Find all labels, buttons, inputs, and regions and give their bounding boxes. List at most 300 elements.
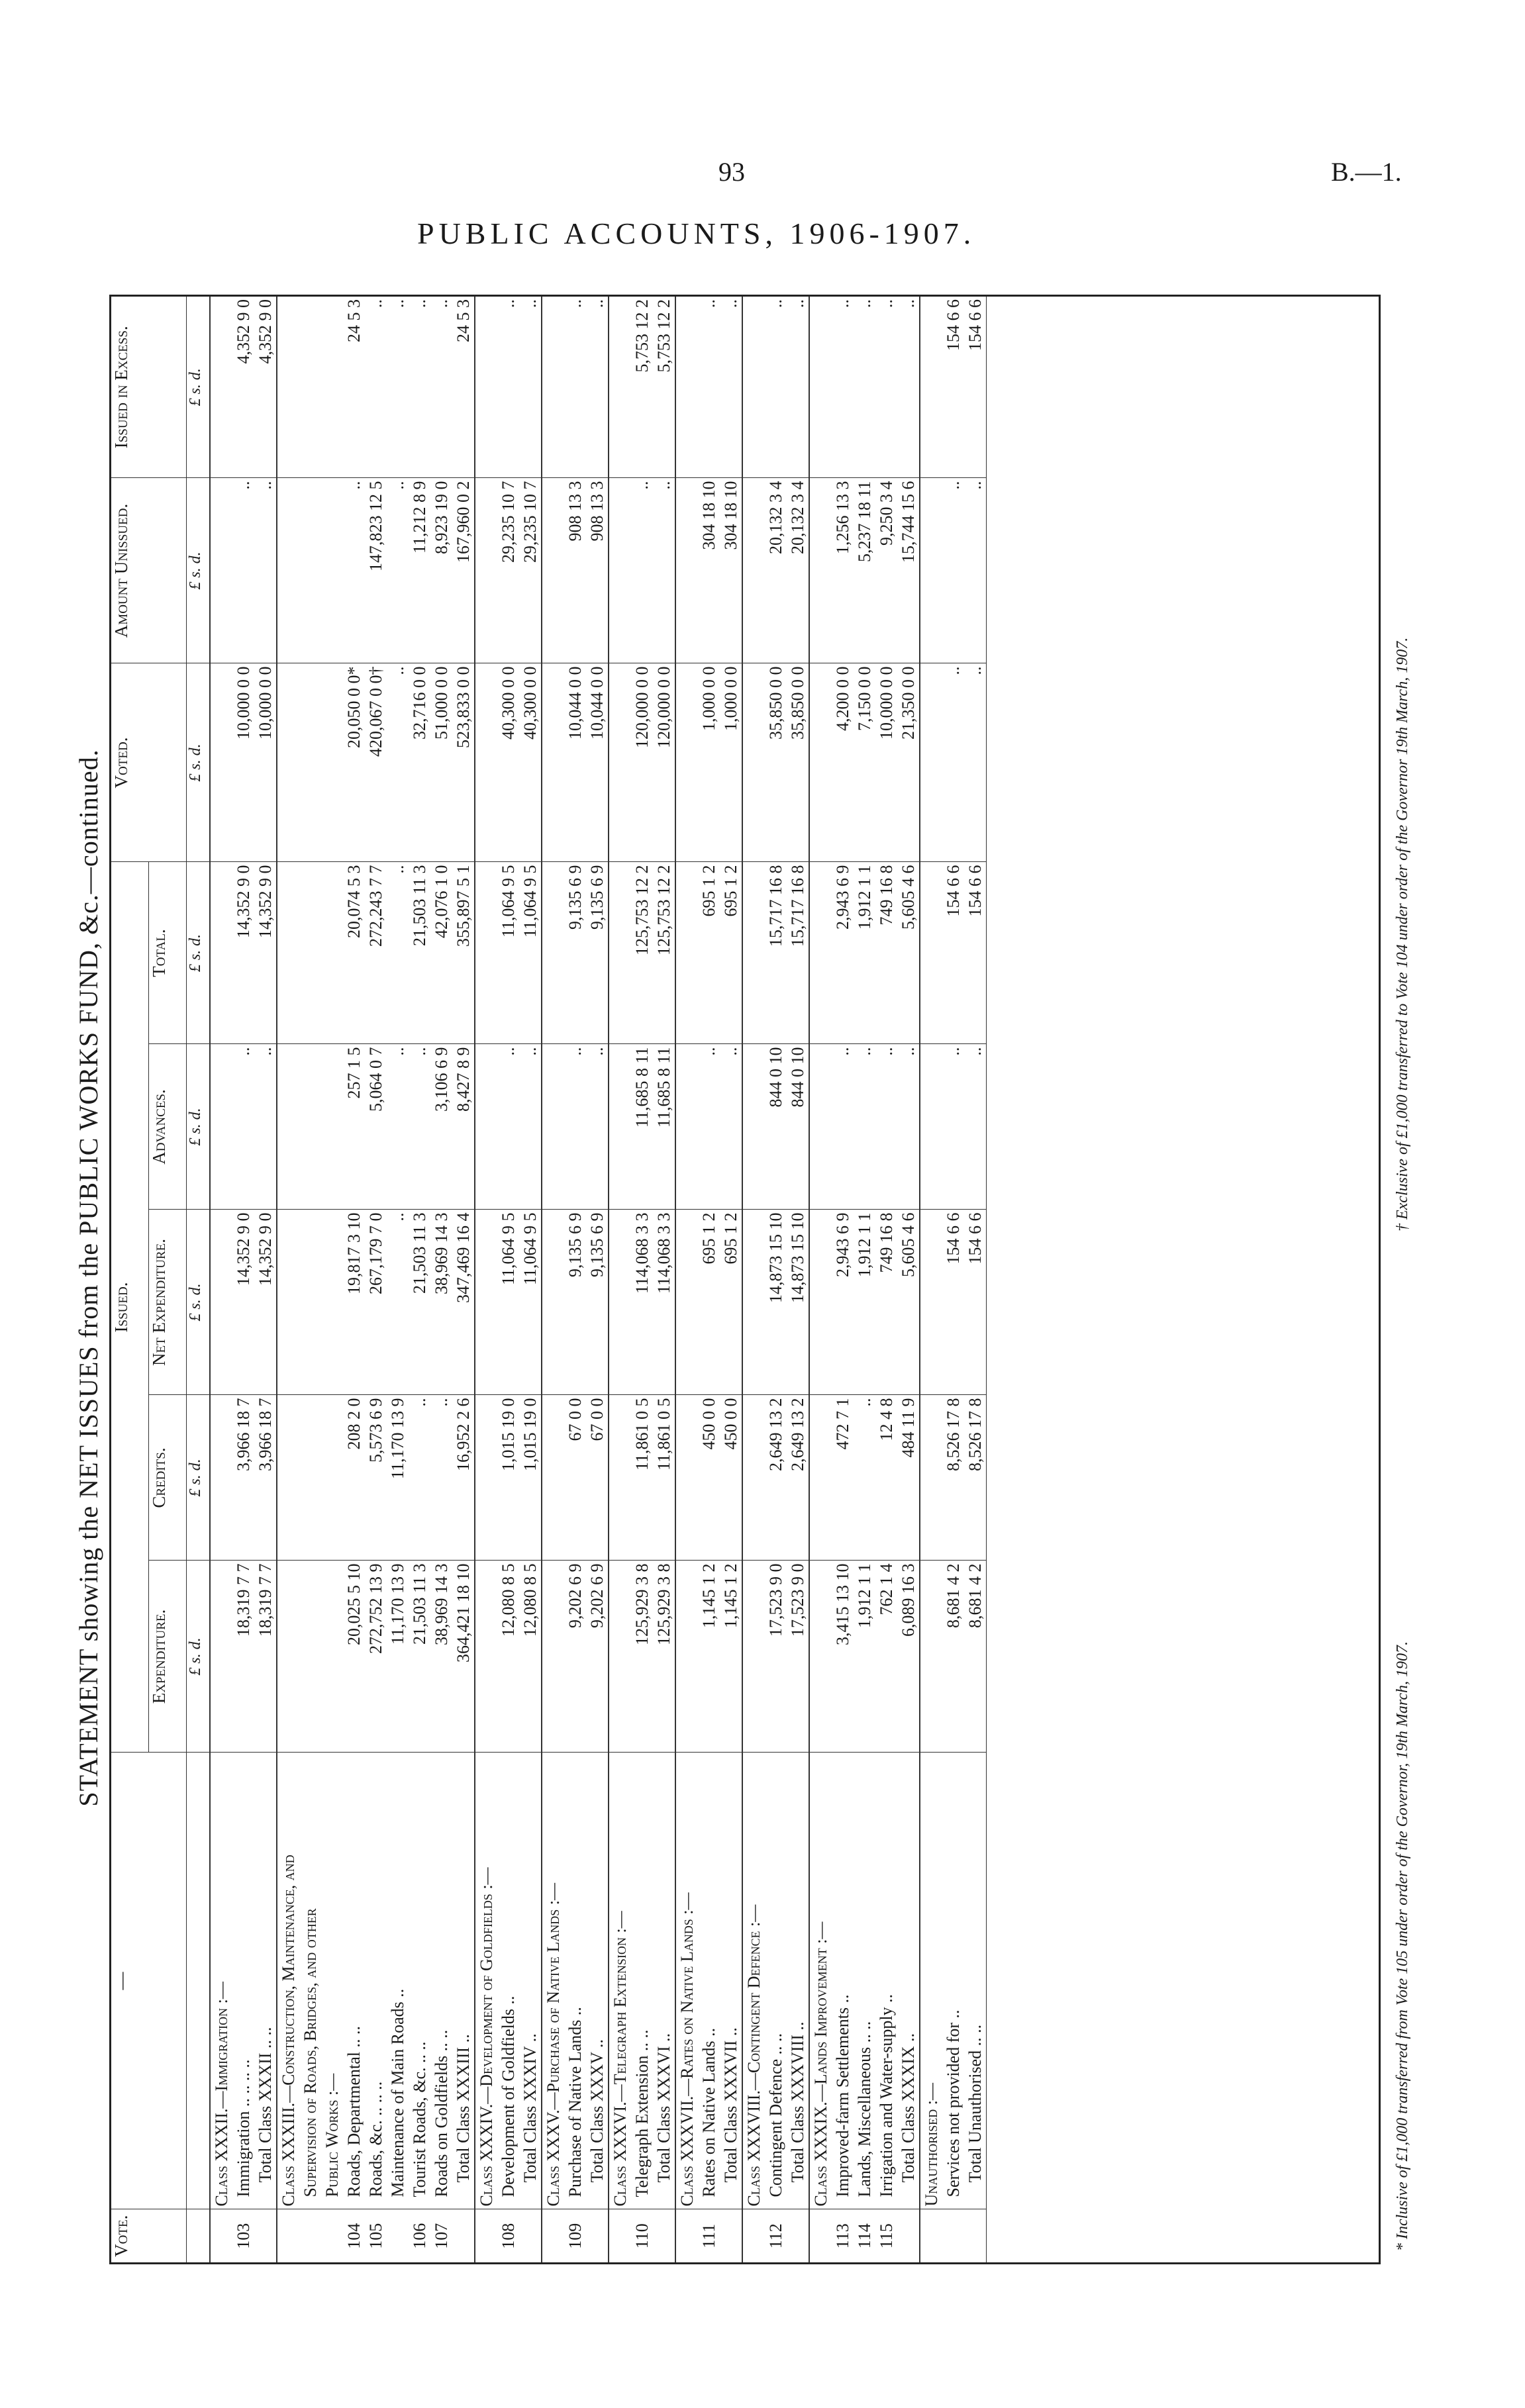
amount-excess: .. xyxy=(564,297,586,478)
amount-unissued xyxy=(542,478,564,663)
vote-header: Vote. xyxy=(111,2209,187,2262)
amount-adv: .. xyxy=(698,1044,720,1210)
amount-excess xyxy=(809,297,832,478)
row-description: Supervision of Roads, Bridges, and other xyxy=(299,1753,321,2209)
amount-unissued: 20,132 3 4 xyxy=(787,478,809,663)
amount-adv xyxy=(299,1044,321,1210)
amount-adv: 11,685 8 11 xyxy=(653,1044,675,1210)
amount-net xyxy=(277,1210,299,1395)
amount-tot xyxy=(920,862,942,1044)
amount-unissued: .. xyxy=(387,478,409,663)
statement-title: STATEMENT showing the NET ISSUES from the PUBLIC WORKS FUND, &c.—continued. xyxy=(74,749,103,1807)
class-heading-row xyxy=(742,297,765,2262)
vote-number xyxy=(609,2209,631,2262)
amount-unissued: 1,256 13 3 xyxy=(832,478,854,663)
amount-unissued: 167,960 0 2 xyxy=(452,478,475,663)
table-row xyxy=(365,297,387,2262)
amount-excess: .. xyxy=(365,297,387,478)
row-description: Unauthorised :— xyxy=(920,1753,942,2209)
amount-unissued: 5,237 18 11 xyxy=(854,478,875,663)
amount-cred: 16,952 2 6 xyxy=(452,1395,475,1561)
units-label: £ s. d. xyxy=(187,1210,211,1395)
vote-number: 108 xyxy=(499,2223,518,2249)
amount-exp: 3,415 13 10 xyxy=(832,1561,854,1753)
amount-adv: .. xyxy=(232,1044,254,1210)
amount-cred: 1,015 19 0 xyxy=(497,1395,519,1561)
amount-cred xyxy=(210,1395,232,1561)
amount-excess xyxy=(210,297,232,478)
amount-voted: .. xyxy=(942,663,964,862)
amount-adv xyxy=(920,1044,942,1210)
vote-number: 114 xyxy=(855,2223,874,2249)
amount-exp xyxy=(299,1561,321,1753)
amount-voted xyxy=(675,663,698,862)
amount-tot: 20,074 5 3 xyxy=(343,862,365,1044)
amount-exp: 17,523 9 0 xyxy=(765,1561,787,1753)
row-description: Development of Goldfields .. xyxy=(497,1753,519,2209)
amount-excess: 154 6 6 xyxy=(942,297,964,478)
amount-adv: 5,064 0 7 xyxy=(365,1044,387,1210)
net-expenditure-header: Net Expenditure. xyxy=(149,1210,187,1395)
amount-exp: 17,523 9 0 xyxy=(787,1561,809,1753)
amount-cred xyxy=(675,1395,698,1561)
amount-unissued: .. xyxy=(343,478,365,663)
amount-tot: 15,717 16 8 xyxy=(765,862,787,1044)
vote-number xyxy=(720,2209,742,2262)
vote-number xyxy=(519,2209,542,2262)
amount-adv: 8,427 8 9 xyxy=(452,1044,475,1210)
amount-tot xyxy=(299,862,321,1044)
amount-net: 695 1 2 xyxy=(720,1210,742,1395)
amount-unissued xyxy=(475,478,497,663)
row-description: Class XXXIV.—Development of Goldfields :— xyxy=(475,1753,497,2209)
amount-unissued: 29,235 10 7 xyxy=(519,478,542,663)
amount-adv: .. xyxy=(720,1044,742,1210)
amount-voted xyxy=(609,663,631,862)
amount-adv: .. xyxy=(832,1044,854,1210)
amount-adv: .. xyxy=(875,1044,897,1210)
amount-net: 114,068 3 3 xyxy=(631,1210,653,1395)
table-row xyxy=(698,297,720,2262)
amount-tot: 14,352 9 0 xyxy=(254,862,277,1044)
amount-voted: 120,000 0 0 xyxy=(631,663,653,862)
amount-adv xyxy=(321,1044,343,1210)
total-row xyxy=(586,297,609,2262)
amount-cred: 3,966 18 7 xyxy=(232,1395,254,1561)
amount-net: 154 6 6 xyxy=(942,1210,964,1395)
amount-excess: 4,352 9 0 xyxy=(232,297,254,478)
amount-exp: 11,170 13 9 xyxy=(387,1561,409,1753)
amount-net xyxy=(675,1210,698,1395)
units-label: £ s. d. xyxy=(187,1395,211,1561)
amount-net: 267,179 7 0 xyxy=(365,1210,387,1395)
amount-excess: .. xyxy=(787,297,809,478)
amount-voted: 4,200 0 0 xyxy=(832,663,854,862)
amount-net: 19,817 3 10 xyxy=(343,1210,365,1395)
amount-adv: .. xyxy=(897,1044,920,1210)
amount-tot: 11,064 9 5 xyxy=(497,862,519,1044)
amount-tot xyxy=(809,862,832,1044)
amount-cred: 11,170 13 9 xyxy=(387,1395,409,1561)
row-description: Total Class XXXV .. xyxy=(586,1753,609,2209)
amount-exp: 1,145 1 2 xyxy=(720,1561,742,1753)
amount-adv: 11,685 8 11 xyxy=(631,1044,653,1210)
amount-tot xyxy=(675,862,698,1044)
amount-voted: 10,000 0 0 xyxy=(254,663,277,862)
amount-excess xyxy=(277,297,299,478)
amount-excess xyxy=(299,297,321,478)
amount-cred: 67 0 0 xyxy=(564,1395,586,1561)
amount-excess: .. xyxy=(409,297,430,478)
amount-unissued xyxy=(920,478,942,663)
amount-cred: 208 2 0 xyxy=(343,1395,365,1561)
row-description: Class XXXIX.—Lands Improvement :— xyxy=(809,1753,832,2209)
amount-adv xyxy=(742,1044,765,1210)
amount-cred xyxy=(609,1395,631,1561)
amount-adv: .. xyxy=(586,1044,609,1210)
amount-adv: .. xyxy=(964,1044,987,1210)
units-spacer xyxy=(187,2209,211,2262)
total-row xyxy=(519,297,542,2262)
amount-exp xyxy=(210,1561,232,1753)
amount-unissued: 11,212 8 9 xyxy=(409,478,430,663)
table-row xyxy=(765,297,787,2262)
amount-exp: 364,421 18 10 xyxy=(452,1561,475,1753)
amount-excess: .. xyxy=(765,297,787,478)
total-row xyxy=(452,297,475,2262)
amount-exp xyxy=(542,1561,564,1753)
amount-voted: 51,000 0 0 xyxy=(430,663,452,862)
class-heading-row xyxy=(321,297,343,2262)
amount-tot: 5,605 4 6 xyxy=(897,862,920,1044)
table-row xyxy=(409,297,430,2262)
description-header: — xyxy=(111,1753,187,2209)
vote-number xyxy=(210,2209,232,2262)
footnote-exclusive: † Exclusive of £1,000 transferred to Vote 104 under order of the Governor 19th March, 1907. xyxy=(1394,637,1411,1231)
amount-excess: .. xyxy=(387,297,409,478)
class-heading-row xyxy=(299,297,321,2262)
amount-voted: 21,350 0 0 xyxy=(897,663,920,862)
amount-unissued-header: Amount Unissued. xyxy=(111,478,187,663)
table-row xyxy=(343,297,365,2262)
row-description: Public Works :— xyxy=(321,1753,343,2209)
amount-excess: 24 5 3 xyxy=(452,297,475,478)
units-label: £ s. d. xyxy=(187,1044,211,1210)
amount-adv: .. xyxy=(854,1044,875,1210)
row-description: Roads, &c. .. .. .. xyxy=(365,1753,387,2209)
row-description: Class XXXVIII.—Contingent Defence :— xyxy=(742,1753,765,2209)
row-description: Total Class XXXII .. .. xyxy=(254,1753,277,2209)
amount-tot: 749 16 8 xyxy=(875,862,897,1044)
amount-exp: 125,929 3 8 xyxy=(631,1561,653,1753)
class-heading-row xyxy=(542,297,564,2262)
amount-net: 347,469 16 4 xyxy=(452,1210,475,1395)
total-row xyxy=(964,297,987,2262)
row-description: Irrigation and Water-supply .. xyxy=(875,1753,897,2209)
amount-voted: 35,850 0 0 xyxy=(765,663,787,862)
amount-excess xyxy=(475,297,497,478)
amount-tot: 125,753 12 2 xyxy=(631,862,653,1044)
amount-voted: 1,000 0 0 xyxy=(698,663,720,862)
row-description: Total Class XXXIX .. xyxy=(897,1753,920,2209)
vote-number: 115 xyxy=(877,2223,896,2249)
row-description: Total Class XXXIV .. xyxy=(519,1753,542,2209)
rotated-statement xyxy=(73,291,1450,2264)
row-description: Roads, Departmental .. .. xyxy=(343,1753,365,2209)
amount-cred xyxy=(299,1395,321,1561)
amount-net: 1,912 1 1 xyxy=(854,1210,875,1395)
amount-tot: 355,897 5 1 xyxy=(452,862,475,1044)
row-description: Roads on Goldfields .. .. xyxy=(430,1753,452,2209)
amount-cred xyxy=(920,1395,942,1561)
amount-cred: 484 11 9 xyxy=(897,1395,920,1561)
amount-excess: .. xyxy=(586,297,609,478)
amount-net: 11,064 9 5 xyxy=(497,1210,519,1395)
amount-exp: 9,202 6 9 xyxy=(586,1561,609,1753)
amount-adv xyxy=(542,1044,564,1210)
row-description: Contingent Defence .. .. xyxy=(765,1753,787,2209)
amount-adv xyxy=(210,1044,232,1210)
amount-adv xyxy=(609,1044,631,1210)
amount-unissued: 29,235 10 7 xyxy=(497,478,519,663)
amount-unissued: 908 13 3 xyxy=(586,478,609,663)
amount-excess xyxy=(742,297,765,478)
amount-unissued xyxy=(809,478,832,663)
amount-excess: 154 6 6 xyxy=(964,297,987,478)
amount-net: 14,873 15 10 xyxy=(765,1210,787,1395)
row-description: Improved-farm Settlements .. xyxy=(832,1753,854,2209)
amount-unissued xyxy=(609,478,631,663)
row-description: Maintenance of Main Roads .. xyxy=(387,1753,409,2209)
vote-number: 110 xyxy=(632,2223,652,2249)
amount-voted xyxy=(920,663,942,862)
amount-excess xyxy=(920,297,942,478)
vote-number: 109 xyxy=(566,2223,585,2249)
vote-number: 103 xyxy=(234,2223,253,2249)
total-row xyxy=(653,297,675,2262)
row-description: Immigration .. .. .. .. xyxy=(232,1753,254,2209)
amount-adv: 844 0 10 xyxy=(787,1044,809,1210)
amount-tot xyxy=(742,862,765,1044)
amount-cred: 450 0 0 xyxy=(698,1395,720,1561)
row-description: Rates on Native Lands .. xyxy=(698,1753,720,2209)
credits-header: Credits. xyxy=(149,1395,187,1561)
vote-number xyxy=(586,2209,609,2262)
amount-excess: .. xyxy=(519,297,542,478)
amount-voted: 420,067 0 0† xyxy=(365,663,387,862)
amount-adv: .. xyxy=(519,1044,542,1210)
amount-excess: .. xyxy=(430,297,452,478)
amount-excess: .. xyxy=(897,297,920,478)
amount-excess: 4,352 9 0 xyxy=(254,297,277,478)
amount-excess: 5,753 12 2 xyxy=(653,297,675,478)
row-description: Total Class XXXVII .. xyxy=(720,1753,742,2209)
amount-excess xyxy=(675,297,698,478)
amount-excess: .. xyxy=(875,297,897,478)
amount-net xyxy=(742,1210,765,1395)
amount-adv: .. xyxy=(942,1044,964,1210)
amount-net: 5,605 4 6 xyxy=(897,1210,920,1395)
amount-voted xyxy=(742,663,765,862)
row-description: Class XXXV.—Purchase of Native Lands :— xyxy=(542,1753,564,2209)
amount-voted: 40,300 0 0 xyxy=(497,663,519,862)
statement-table-frame xyxy=(109,295,1381,2264)
amount-exp: 1,912 1 1 xyxy=(854,1561,875,1753)
amount-cred: .. xyxy=(430,1395,452,1561)
amount-cred: 12 4 8 xyxy=(875,1395,897,1561)
amount-net: 21,503 11 3 xyxy=(409,1210,430,1395)
vote-number: 104 xyxy=(344,2223,364,2249)
amount-net: .. xyxy=(387,1210,409,1395)
issued-header: Issued. xyxy=(111,862,149,1753)
amount-tot: 9,135 6 9 xyxy=(564,862,586,1044)
amount-voted: 10,000 0 0 xyxy=(232,663,254,862)
issued-in-excess-header: Issued in Excess. xyxy=(111,297,187,478)
amount-adv: .. xyxy=(409,1044,430,1210)
vote-number xyxy=(452,2209,475,2262)
amount-net: 38,969 14 3 xyxy=(430,1210,452,1395)
amount-adv xyxy=(809,1044,832,1210)
vote-number xyxy=(920,2209,942,2262)
table-row xyxy=(564,297,586,2262)
amount-excess: .. xyxy=(854,297,875,478)
amount-cred: 2,649 13 2 xyxy=(787,1395,809,1561)
vote-number xyxy=(277,2209,299,2262)
amount-exp: 6,089 16 3 xyxy=(897,1561,920,1753)
amount-tot xyxy=(210,862,232,1044)
amount-cred: 1,015 19 0 xyxy=(519,1395,542,1561)
amount-tot: 272,243 7 7 xyxy=(365,862,387,1044)
amount-voted: 10,044 0 0 xyxy=(586,663,609,862)
amount-unissued: 304 18 10 xyxy=(698,478,720,663)
class-heading-row xyxy=(609,297,631,2262)
vote-number xyxy=(742,2209,765,2262)
amount-excess xyxy=(609,297,631,478)
amount-tot: 9,135 6 9 xyxy=(586,862,609,1044)
amount-exp xyxy=(609,1561,631,1753)
table-row xyxy=(497,297,519,2262)
amount-exp: 38,969 14 3 xyxy=(430,1561,452,1753)
row-description: Class XXXVII.—Rates on Native Lands :— xyxy=(675,1753,698,2209)
amount-tot: 11,064 9 5 xyxy=(519,862,542,1044)
vote-number: 113 xyxy=(833,2223,852,2249)
amount-net: 14,352 9 0 xyxy=(254,1210,277,1395)
units-spacer xyxy=(187,1753,211,2209)
table-row xyxy=(875,297,897,2262)
amount-voted: 10,000 0 0 xyxy=(875,663,897,862)
amount-voted xyxy=(321,663,343,862)
amount-adv: .. xyxy=(564,1044,586,1210)
amount-cred xyxy=(542,1395,564,1561)
amount-exp: 762 1 4 xyxy=(875,1561,897,1753)
vote-number: 111 xyxy=(699,2223,718,2248)
amount-cred: 67 0 0 xyxy=(586,1395,609,1561)
vote-number xyxy=(254,2209,277,2262)
amount-unissued: .. xyxy=(232,478,254,663)
table-row xyxy=(854,297,875,2262)
row-description: Total Class XXXVIII .. xyxy=(787,1753,809,2209)
amount-unissued: .. xyxy=(653,478,675,663)
row-description: Total Unauthorised .. .. xyxy=(964,1753,987,2209)
amount-net xyxy=(809,1210,832,1395)
amount-voted: 1,000 0 0 xyxy=(720,663,742,862)
amount-unissued: 20,132 3 4 xyxy=(765,478,787,663)
table-row xyxy=(942,297,964,2262)
amount-cred xyxy=(742,1395,765,1561)
amount-unissued: .. xyxy=(942,478,964,663)
paper-reference: B.—1. xyxy=(1331,157,1402,187)
vote-number: 112 xyxy=(766,2223,785,2249)
row-description: Total Class XXXVI .. xyxy=(653,1753,675,2209)
vote-number xyxy=(897,2209,920,2262)
amount-excess xyxy=(542,297,564,478)
amount-net: 114,068 3 3 xyxy=(653,1210,675,1395)
amount-exp: 12,080 8 5 xyxy=(519,1561,542,1753)
amount-exp: 20,025 5 10 xyxy=(343,1561,365,1753)
amount-exp xyxy=(277,1561,299,1753)
amount-net xyxy=(542,1210,564,1395)
units-label: £ s. d. xyxy=(187,862,211,1044)
amount-tot: 125,753 12 2 xyxy=(653,862,675,1044)
amount-excess: 24 5 3 xyxy=(343,297,365,478)
table-row xyxy=(430,297,452,2262)
amount-voted: 7,150 0 0 xyxy=(854,663,875,862)
amount-exp xyxy=(742,1561,765,1753)
amount-voted: .. xyxy=(387,663,409,862)
amount-cred: 472 7 1 xyxy=(832,1395,854,1561)
vote-number xyxy=(653,2209,675,2262)
row-description: Tourist Roads, &c. .. .. xyxy=(409,1753,430,2209)
class-heading-row xyxy=(809,297,832,2262)
amount-exp xyxy=(809,1561,832,1753)
vote-number xyxy=(809,2209,832,2262)
amount-unissued: .. xyxy=(631,478,653,663)
amount-cred: 8,526 17 8 xyxy=(942,1395,964,1561)
amount-tot xyxy=(542,862,564,1044)
amount-exp: 1,145 1 2 xyxy=(698,1561,720,1753)
amount-net: 11,064 9 5 xyxy=(519,1210,542,1395)
amount-exp xyxy=(321,1561,343,1753)
vote-number xyxy=(299,2209,321,2262)
amount-unissued xyxy=(675,478,698,663)
amount-tot: 15,717 16 8 xyxy=(787,862,809,1044)
amount-unissued: .. xyxy=(964,478,987,663)
amount-exp xyxy=(675,1561,698,1753)
amount-cred: 450 0 0 xyxy=(720,1395,742,1561)
amount-cred xyxy=(321,1395,343,1561)
amount-net: 14,873 15 10 xyxy=(787,1210,809,1395)
amount-net: 2,943 6 9 xyxy=(832,1210,854,1395)
amount-exp: 8,681 4 2 xyxy=(942,1561,964,1753)
amount-net: 14,352 9 0 xyxy=(232,1210,254,1395)
amount-net: 154 6 6 xyxy=(964,1210,987,1395)
table-row xyxy=(232,297,254,2262)
amount-voted xyxy=(299,663,321,862)
amount-excess: .. xyxy=(497,297,519,478)
row-description: Class XXXIII.—Construction, Maintenance, and xyxy=(277,1753,299,2209)
amount-net xyxy=(920,1210,942,1395)
amount-net xyxy=(321,1210,343,1395)
page-number: 93 xyxy=(718,157,745,187)
amount-tot xyxy=(277,862,299,1044)
amount-tot xyxy=(321,862,343,1044)
table-row xyxy=(832,297,854,2262)
amount-voted: 20,050 0 0* xyxy=(343,663,365,862)
amount-exp: 272,752 13 9 xyxy=(365,1561,387,1753)
expenditure-header: Expenditure. xyxy=(149,1561,187,1753)
amount-cred: 2,649 13 2 xyxy=(765,1395,787,1561)
vote-number: 106 xyxy=(410,2223,429,2249)
